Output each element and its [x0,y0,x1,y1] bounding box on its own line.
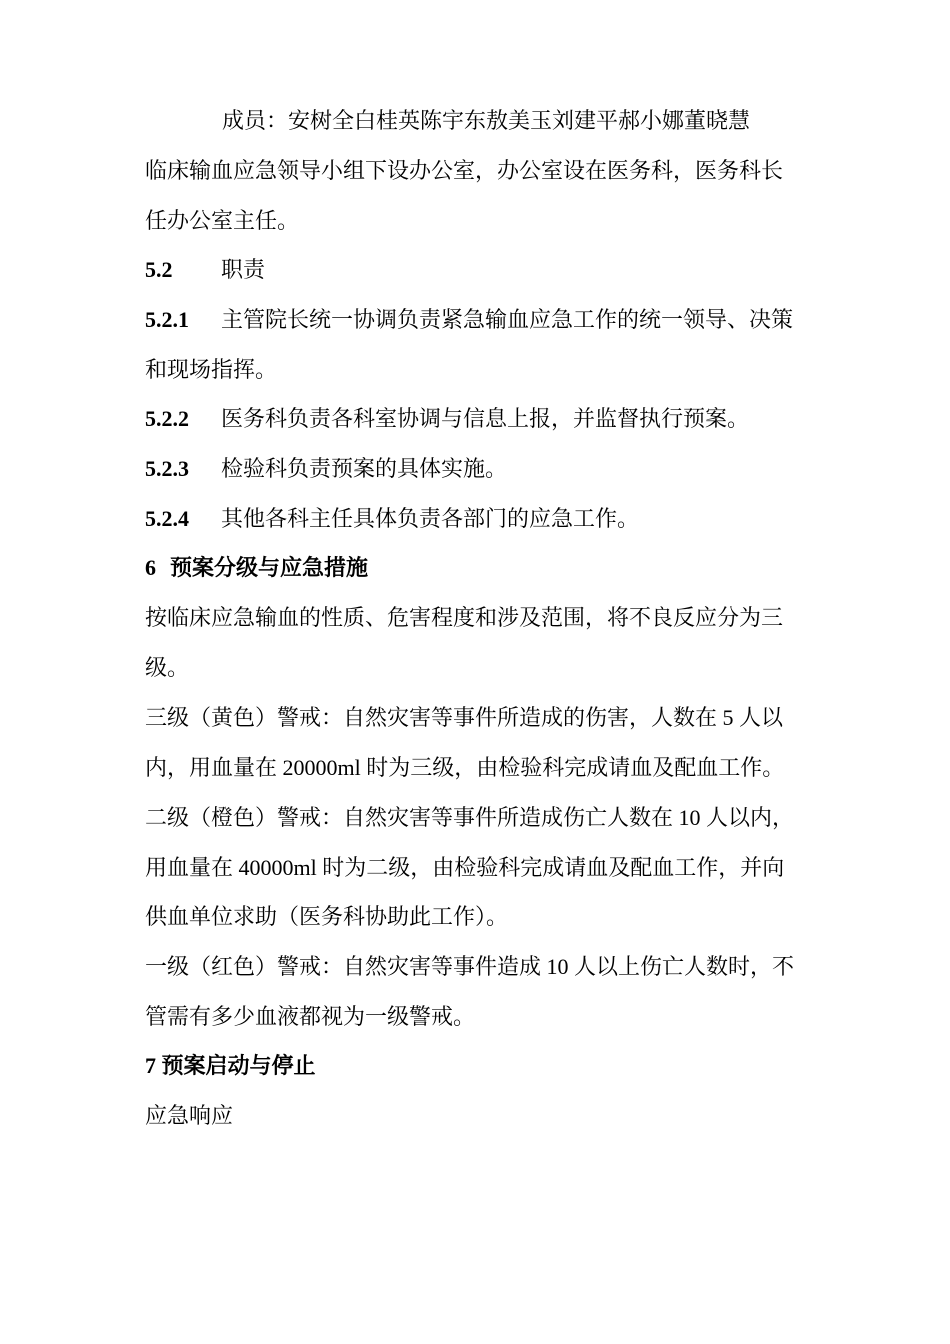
office-text-line-1: 临床输血应急领导小组下设办公室，办公室设在医务科，医务科长 [145,158,784,183]
section-5-2-3 [145,454,810,484]
level-2-text-line-2: 用血量在 40000ml 时为二级，由检验科完成请血及配血工作，并向 [145,855,785,880]
level-2-text-line-3: 供血单位求助（医务科协助此工作）。 [145,904,509,929]
section-number: 6 [145,555,156,580]
office-text-line-2: 任办公室主任。 [145,208,300,233]
level-1-text-line-1: 一级（红色）警戒：自然灾害等事件造成 10 人以上伤亡人数时，不 [145,954,795,979]
section-text: 主管院长统一协调负责紧急输血应急工作的统一领导、决策 [221,307,794,332]
grading-text-line-2: 级。 [145,655,190,680]
section-text: 检验科负责预案的具体实施。 [221,456,508,481]
level-1-text-line-2: 管需有多少血液都视为一级警戒。 [145,1004,476,1029]
section-number: 5.2.4 [145,506,189,531]
section-5-2-2 [145,404,810,434]
section-6-heading [145,553,810,583]
section-5-2-4 [145,504,810,534]
section-5-2-1-continued: 和现场指挥。 [145,357,278,382]
section-number: 5.2.3 [145,456,189,481]
level-3-text-line-2: 内，用血量在 20000ml 时为三级，由检验科完成请血及配血工作。 [145,755,785,780]
section-number: 5.2.1 [145,307,189,332]
section-7-heading: 7 预案启动与停止 [145,1053,316,1078]
section-text: 医务科负责各科室协调与信息上报，并监督执行预案。 [221,406,750,431]
level-3-text-line-1: 三级（黄色）警戒：自然灾害等事件所造成的伤害，人数在 5 人以 [145,705,784,730]
section-number: 5.2.2 [145,406,189,431]
section-title: 预案分级与应急措施 [170,555,369,580]
grading-text-line-1: 按临床应急输血的性质、危害程度和涉及范围，将不良反应分为三 [145,605,784,630]
section-5-2 [145,255,810,285]
section-5-2-1 [145,305,810,335]
emergency-response-text: 应急响应 [145,1103,234,1128]
members-line: 成员：安树全白桂英陈宇东敖美玉刘建平郝小娜董晓慧 [222,108,751,133]
section-number: 5.2 [145,257,173,282]
section-text: 其他各科主任具体负责各部门的应急工作。 [221,506,640,531]
level-2-text-line-1: 二级（橙色）警戒：自然灾害等事件所造成伤亡人数在 10 人以内， [145,805,795,830]
section-title: 职责 [221,257,266,282]
